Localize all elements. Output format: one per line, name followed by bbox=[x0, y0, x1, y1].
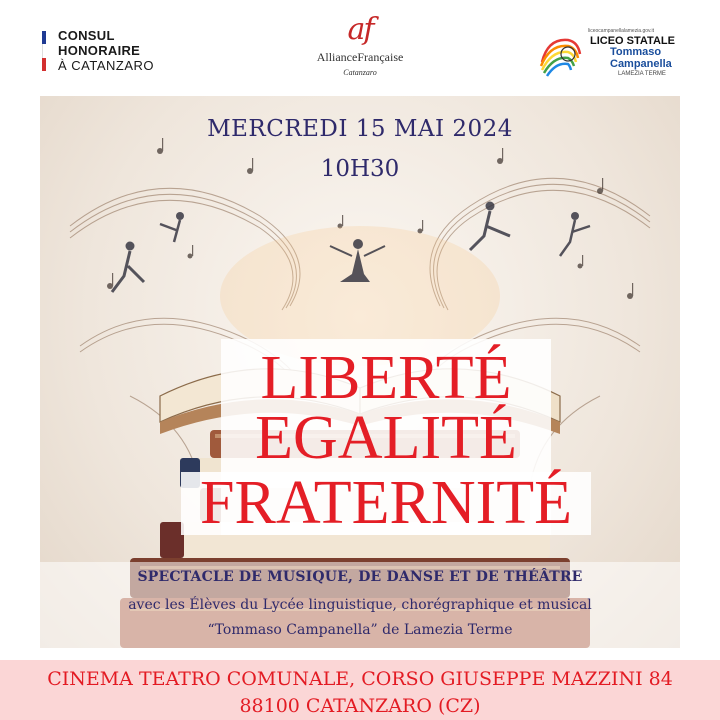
consul-logo bbox=[42, 28, 202, 78]
liceo-name-last: Campanella bbox=[610, 58, 672, 70]
venue-address: CINEMA TEATRO COMUNALE, CORSO GIUSEPPE MAZZINI 84 bbox=[47, 668, 673, 690]
motto-egalite: EGALITÉ bbox=[255, 404, 517, 472]
consul-text bbox=[58, 28, 154, 73]
consul-line2: HONORAIRE bbox=[58, 43, 141, 58]
school-line: “Tommaso Campanella” de Lamezia Terme bbox=[207, 622, 513, 638]
af-city: Catanzaro bbox=[343, 68, 377, 77]
poster-panel bbox=[40, 96, 680, 648]
liceo-url: liceocampanellalamezia.gov.it bbox=[588, 28, 655, 34]
liceo-name-first: Tommaso bbox=[610, 46, 662, 58]
french-flag-icon bbox=[42, 31, 46, 71]
motto-fraternite: FRATERNITÉ bbox=[200, 469, 572, 537]
consul-line3: À CATANZARO bbox=[58, 58, 155, 73]
alliance-francaise-logo bbox=[300, 14, 420, 86]
af-name: AllianceFrançaise bbox=[316, 50, 404, 64]
event-date: MERCREDI 15 MAI 2024 bbox=[207, 116, 513, 142]
liceo-title: LICEO STATALE bbox=[590, 35, 675, 47]
consul-line1: CONSUL bbox=[58, 28, 115, 43]
venue-city: 88100 CATANZARO (CZ) bbox=[239, 695, 481, 717]
show-subtitle: SPECTACLE DE MUSIQUE, DE DANSE ET DE THÉÂTRE bbox=[137, 569, 583, 585]
liceo-city: LAMEZIA TERME bbox=[618, 71, 666, 77]
af-mark: af bbox=[347, 12, 373, 47]
liceo-emblem-icon bbox=[538, 32, 584, 78]
performers-line: avec les Élèves du Lycée linguistique, chorégraphique et musical bbox=[128, 597, 592, 613]
event-time: 10H30 bbox=[320, 156, 400, 182]
motto-backdrop-extension bbox=[181, 469, 591, 537]
liceo-logo bbox=[530, 24, 690, 80]
motto-liberte: LIBERTÉ bbox=[260, 344, 512, 412]
